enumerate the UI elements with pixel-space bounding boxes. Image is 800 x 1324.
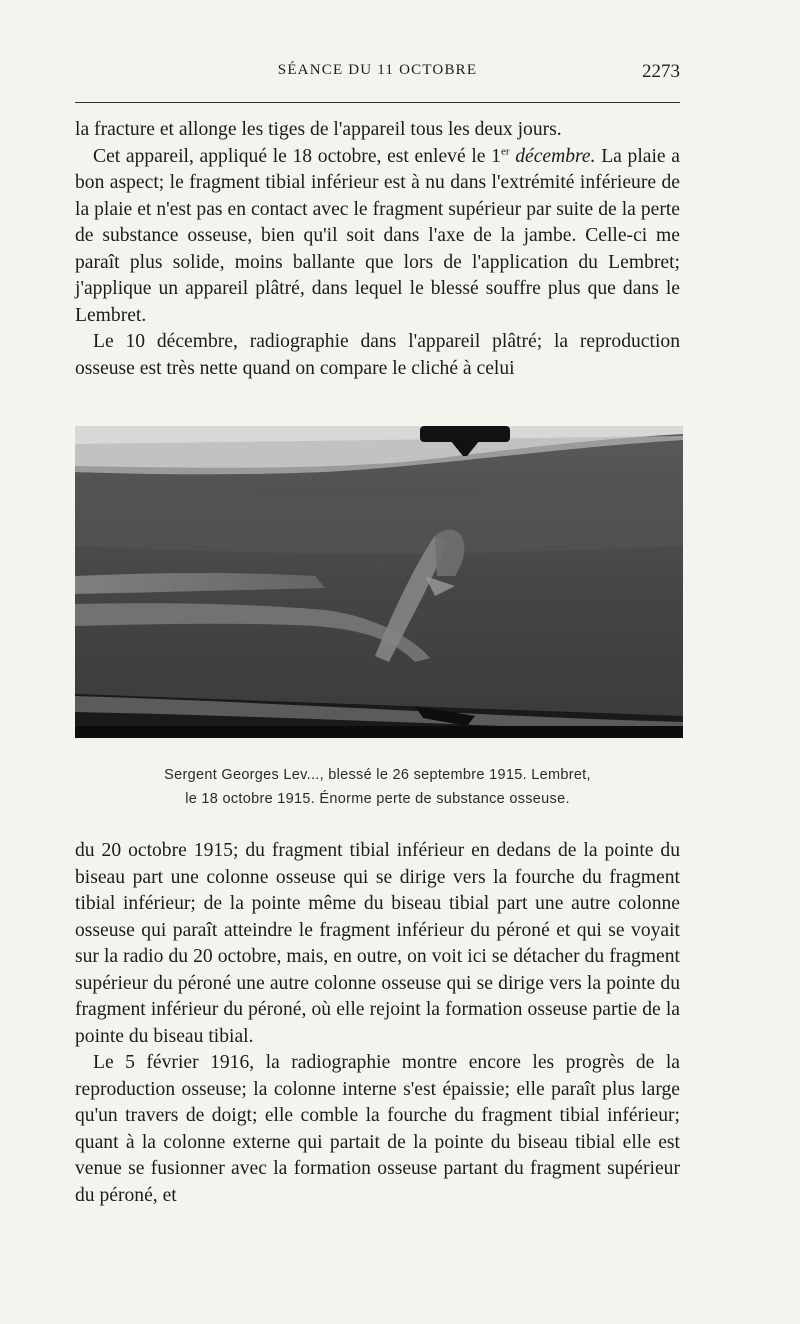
radiograph-figure	[75, 426, 683, 738]
text-block-top	[75, 117, 680, 382]
paragraph-colonne-osseuse: du 20 octobre 1915; du fragment tibial inférieur en dedans de la pointe du biseau part une colonne osseuse qui se dirige vers la fourche du fragment tibial inférieur; de la pointe même du biseau tibial part une autre colonne osseuse qui paraît atteindre le fragment inférieur du péroné et qui se voyait sur la radio du 20 octobre, mais, en outre, on voit ici se détacher du fragment supérieur du péroné une autre colonne osseuse qui se dirige vers la pointe du fragment inférieur du péroné, où elle rejoint la formation osseuse partie de la pointe du biseau tibial.	[75, 840, 680, 1047]
paragraph-appareil-text-a: Cet appareil, appliqué le 18 octobre, est enlevé le 1	[93, 145, 501, 167]
header-rule	[75, 102, 680, 103]
running-title: SÉANCE DU 11 OCTOBRE	[277, 62, 478, 78]
caption-line-2: le 18 octobre 1915. Énorme perte de substance osseuse.	[185, 791, 570, 807]
paragraph-appareil	[75, 144, 680, 330]
paragraph-continuation: la fracture et allonge les tiges de l'appareil tous les deux jours.	[75, 119, 562, 140]
paragraph-radiographie: Le 10 décembre, radiographie dans l'appareil plâtré; la reproduction osseuse est très nette quand on compare le cliché à celui	[75, 331, 680, 379]
superscript-er: er	[500, 144, 510, 157]
text-block-bottom	[75, 838, 680, 1209]
radiograph-image	[75, 426, 683, 738]
paragraph-fevrier: Le 5 février 1916, la radiographie montre encore les progrès de la reproduction osseuse; la colonne interne s'est épaissie; elle paraît plus large qu'un travers de doigt; elle comble la fourche du fragment tibial inférieur; quant à la colonne externe qui partait de la pointe du biseau tibial elle est venue se fusionner avec la formation osseuse partant du fragment supérieur du péroné, et	[75, 1052, 680, 1206]
figure-caption	[75, 763, 680, 811]
caption-line-1: Sergent Georges Lev..., blessé le 26 septembre 1915. Lembret,	[164, 767, 591, 783]
paragraph-appareil-text-b: La plaie a bon aspect; le fragment tibial inférieur est à nu dans l'extrémité inférieure de la plaie et n'est pas en contact avec le fragment supérieur par suite de la perte de substance osseuse, bien qu'il soit dans l'axe de la jambe. Celle-ci me paraît plus solide, moins ballante que lors de l'application du Lembret; j'applique un appareil plâtré, dans lequel le blessé souffre plus que dans le Lembret.	[75, 145, 680, 326]
running-head	[75, 62, 680, 86]
italic-decembre: décembre.	[515, 145, 596, 167]
page-number: 2273	[642, 61, 680, 82]
